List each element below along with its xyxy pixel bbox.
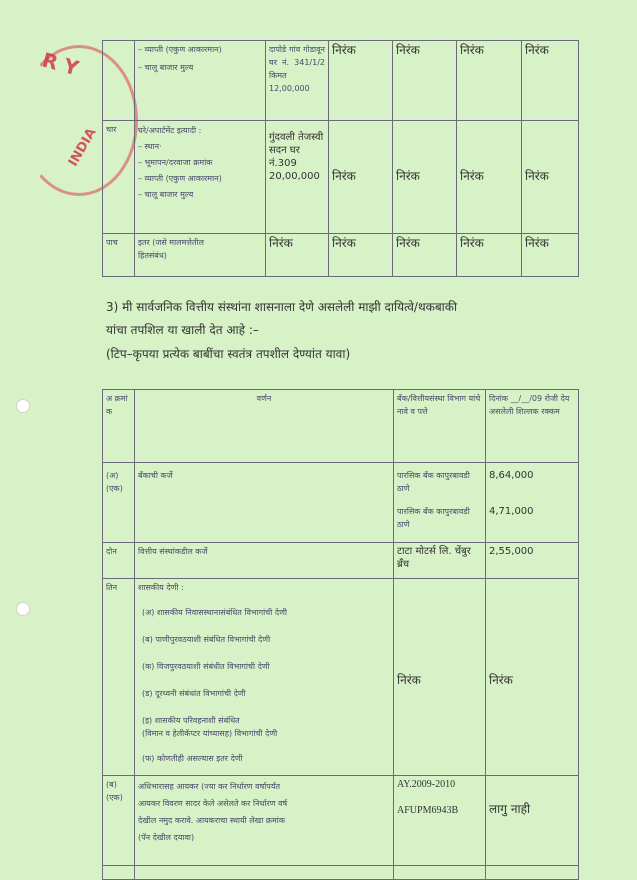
header-amount: दिनांक __/__/09 रोजी देय असलेली शिल्लक रक्कम bbox=[486, 390, 579, 463]
assets-table bbox=[102, 40, 579, 277]
row-1-bank: पारसिक बँक कापुरबावडी ठाणे पारसिक बँक कापुरबावडी ठाणे bbox=[394, 463, 486, 543]
row-3-amount: निरंक bbox=[486, 579, 579, 776]
assets-row-1-location: दापोडे गांव गोडावून घर नं. 341/1/2 किमत 12,00,000 bbox=[266, 41, 329, 121]
row-3-bank: निरंक bbox=[394, 579, 486, 776]
row-2-bank: टाटा मोटर्स लि. चेंबुर ब्रँच bbox=[394, 543, 486, 579]
assets-row-3-val-1: निरंक bbox=[329, 234, 393, 277]
assets-row-2-location: गुंदवली तेजस्वी सदन घर नं.309 20,00,000 bbox=[266, 121, 329, 234]
row-3-desc: शासकीय देणी : (अ) शासकीय निवासस्थानासंबंधित विभागांची देणी (ब) पाणीपुरवठयाशी संबंधित विभागांची देणी (क) विजपुरवठयाशी संबंधीत विभागांची देणी (ड) दूरध्वनी संबंधांत विभागांची देणी (इ) शासकीय परिवहनाशी संबंधित (विमान व हेलीकॅप्टर यांच्यासह) विभागांची देणी (फ) कोणतीही असल्यास इतर देणी bbox=[135, 579, 394, 776]
liabilities-table bbox=[102, 389, 579, 880]
liabilities-note: (टिप–कृपया प्रत्येक बाबींचा स्वतंत्र तपशील देण्यांत यावा) bbox=[106, 347, 351, 361]
liabilities-row-income-tax bbox=[103, 776, 579, 866]
assets-row-3-desc: इतर (जसे मालमत्तेतील हितसंबंध) bbox=[135, 234, 266, 277]
header-bank: बँक/वित्तीयसंस्था विभाग यांचे नावे व पत्ते bbox=[394, 390, 486, 463]
assets-row-3-val-4: निरंक bbox=[522, 234, 579, 277]
row-2-num: दोन bbox=[103, 543, 135, 579]
row-3-num: तिन bbox=[103, 579, 135, 776]
stamp-text-top: R Y bbox=[39, 47, 82, 81]
liabilities-header-row bbox=[103, 390, 579, 463]
punch-hole-top bbox=[16, 399, 30, 413]
liabilities-row-bank-loans bbox=[103, 463, 579, 543]
liabilities-intro-line-1: 3) मी सार्वजनिक वित्तीय संस्थांना शासनाला देणे असलेली माझी दायित्वे/थकबाकी bbox=[106, 300, 458, 314]
assets-row-1-val-2: निरंक bbox=[393, 41, 457, 121]
assets-row-3-val-3: निरंक bbox=[457, 234, 522, 277]
assets-row-2-val-4: निरंक bbox=[522, 121, 579, 234]
assets-row-2 bbox=[103, 121, 579, 234]
assets-row-1-val-3: निरंक bbox=[457, 41, 522, 121]
row-4-desc: अधिभारासह आयकर (ज्या कर निर्धारण वर्षापर्यंत आयकर विवरण सादर केले असेलते कर निर्धारण वर्ष देखील नमुद करावे. आयकराचा स्थायी लेखा क्रमांक (पॅन देखील दयावा) bbox=[135, 776, 394, 866]
row-4-num: (ब) (एक) bbox=[103, 776, 135, 866]
row-2-desc: वित्तीय संस्थांकडील कर्जे bbox=[135, 543, 394, 579]
header-description: वर्णन bbox=[135, 390, 394, 463]
row-4-amount: लागु नाही bbox=[486, 776, 579, 866]
punch-hole-bottom bbox=[16, 602, 30, 616]
assets-row-1 bbox=[103, 41, 579, 121]
assets-row-2-val-2: निरंक bbox=[393, 121, 457, 234]
row-1-desc: बँकाची कर्जे bbox=[135, 463, 394, 543]
row-4-bank: AY.2009-2010 AFUPM6943B bbox=[394, 776, 486, 866]
assets-row-2-num: चार bbox=[103, 121, 135, 234]
assets-row-1-val-1: निरंक bbox=[329, 41, 393, 121]
assets-row-2-val-3: निरंक bbox=[457, 121, 522, 234]
row-2-amount: 2,55,000 bbox=[486, 543, 579, 579]
liabilities-intro-line-2: यांचा तपशिल या खाली देत आहे :– bbox=[106, 323, 259, 337]
stamp-text-india: INDIA bbox=[65, 125, 100, 170]
assets-row-3 bbox=[103, 234, 579, 277]
assets-row-1-desc: – व्याप्ती (एकुण आकारमान) – चालू बाजार मुल्य bbox=[135, 41, 266, 121]
liabilities-row-financial bbox=[103, 543, 579, 579]
header-serial: अ क्रमां क bbox=[103, 390, 135, 463]
assets-row-1-val-4: निरंक bbox=[522, 41, 579, 121]
row-1-amount: 8,64,000 4,71,000 bbox=[486, 463, 579, 543]
assets-row-3-location: निरंक bbox=[266, 234, 329, 277]
assets-row-1-num bbox=[103, 41, 135, 121]
assets-row-3-num: पाच bbox=[103, 234, 135, 277]
assets-row-2-val-1: निरंक bbox=[329, 121, 393, 234]
assets-row-2-desc: घरे/अपार्टमेंट इत्यादी : – स्थान· – भूमापन/दरवाजा क्रमांक – व्याप्ती (एकुण आकारमान) – चालू बाजार मुल्य bbox=[135, 121, 266, 234]
assets-row-3-val-2: निरंक bbox=[393, 234, 457, 277]
liabilities-row-government bbox=[103, 579, 579, 776]
row-1-num: (अ) (एक) bbox=[103, 463, 135, 543]
